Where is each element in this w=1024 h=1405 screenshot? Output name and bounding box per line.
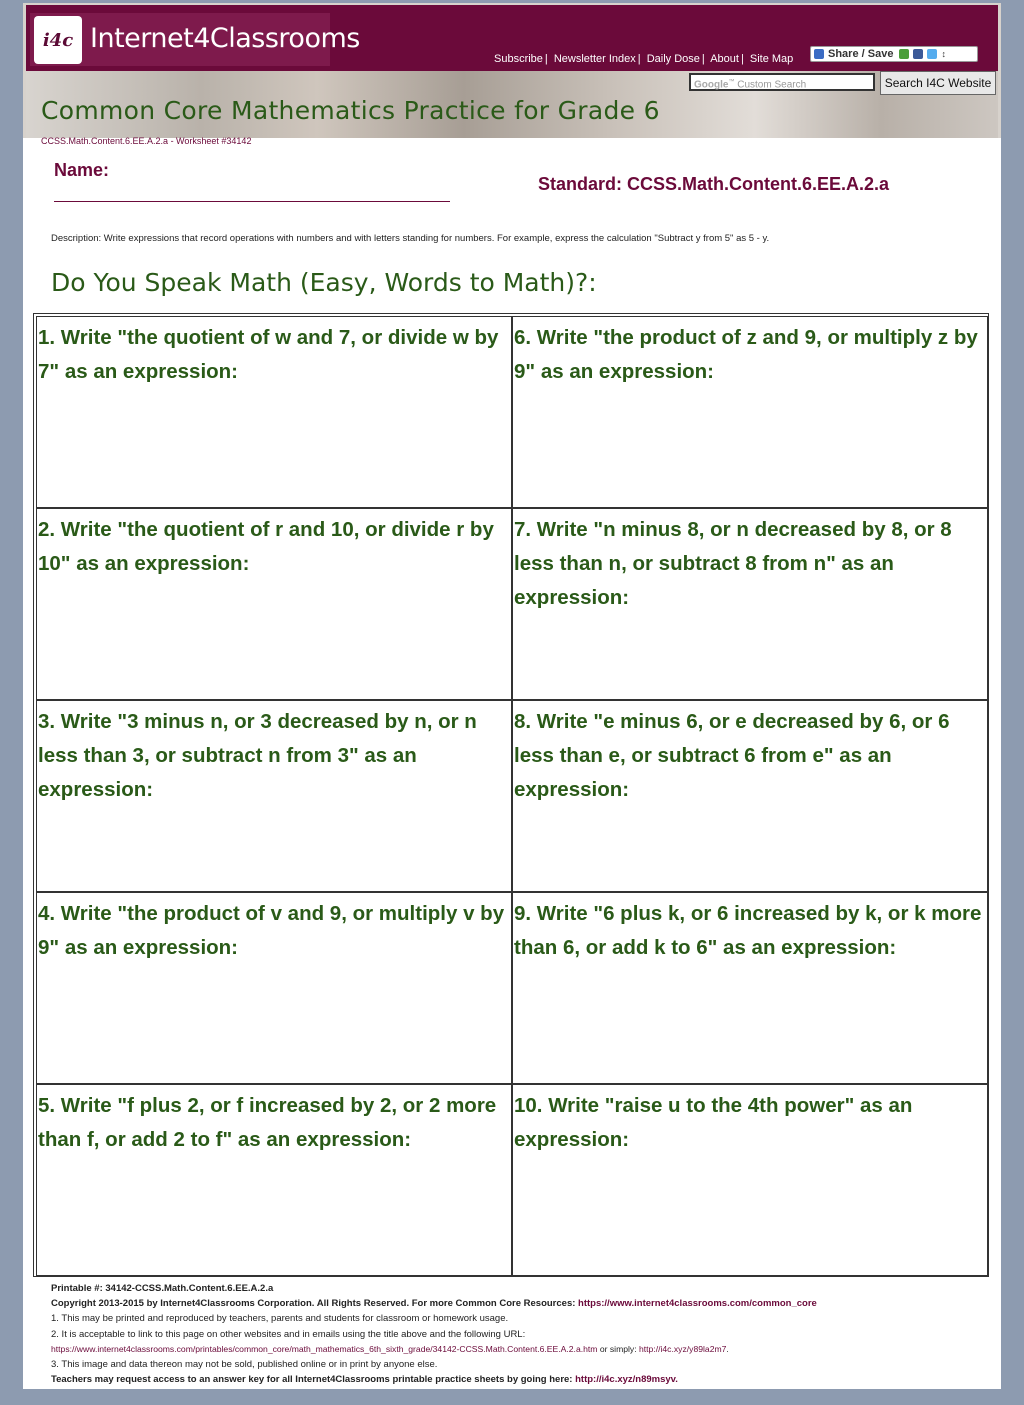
nav-daily-dose[interactable]: Daily Dose <box>646 53 700 65</box>
facebook-icon <box>913 49 923 59</box>
name-line <box>54 201 450 202</box>
question-text: 6. Write "the product of z and 9, or multiply z by 9" as an expression: <box>514 326 978 383</box>
chevron-updown-icon: ↕ <box>941 49 946 59</box>
question-text: 5. Write "f plus 2, or f increased by 2, or 2 more than f, or add 2 to f" as an expression: <box>38 1094 497 1151</box>
share-plus-icon <box>814 49 824 59</box>
nav-newsletter-index[interactable]: Newsletter Index <box>553 53 636 65</box>
search-button[interactable]: Search I4C Website <box>880 71 996 95</box>
logo-text: Internet4Classrooms <box>90 23 360 54</box>
search-input[interactable]: Google™ Custom Search <box>689 73 875 91</box>
top-nav: Subscribe | Newsletter Index | Daily Dose | About | Site Map <box>494 53 794 65</box>
description: Description: Write expressions that record operations with numbers and with letters standing for numbers. For example, express the calculation "Subtract y from 5" as 5 - y. <box>51 233 770 244</box>
question-text: 4. Write "the product of v and 9, or multiply v by 9" as an expression: <box>38 902 505 959</box>
page-title: Common Core Mathematics Practice for Grade 6 <box>41 96 660 125</box>
question-cell <box>36 700 512 892</box>
question-grid <box>33 313 989 1277</box>
question-cell <box>512 508 988 700</box>
site-header <box>23 3 1001 138</box>
question-text: 2. Write "the quotient of r and 10, or divide r by 10" as an expression: <box>38 518 494 575</box>
printable-number: Printable #: 34142-CCSS.Math.Content.6.EE.A.2.a <box>51 1283 274 1294</box>
printable-url-link[interactable]: https://www.internet4classrooms.com/printables/common_core/math_mathematics_6th_sixth_grade/34142-CCSS.Math.Content.6.EE.A.2.a.htm <box>51 1343 598 1354</box>
common-core-link[interactable]: https://www.internet4classrooms.com/common_core <box>578 1298 817 1310</box>
nav-about[interactable]: About <box>710 53 739 65</box>
logo[interactable] <box>30 13 360 66</box>
note-2-links: https://www.internet4classrooms.com/printables/common_core/math_mathematics_6th_sixth_grade/34142-CCSS.Math.Content.6.EE.A.2.a.htm or simply: http://i4c.xyz/y89la2m7. <box>51 1343 729 1354</box>
answer-key-link[interactable]: http://i4c.xyz/n89msyv. <box>575 1374 678 1386</box>
nav-subscribe[interactable]: Subscribe <box>494 53 543 65</box>
question-cell <box>36 508 512 700</box>
standard-label: Standard: CCSS.Math.Content.6.EE.A.2.a <box>538 174 890 194</box>
bookmark-icon <box>899 49 909 59</box>
worksheet-id: CCSS.Math.Content.6.EE.A.2.a - Worksheet #34142 <box>41 136 252 146</box>
question-cell <box>512 700 988 892</box>
question-cell <box>512 316 988 508</box>
logo-icon: i4c <box>34 16 82 64</box>
top-bar <box>26 5 998 71</box>
note-3: 3. This image and data thereon may not be sold, published online or in print by anyone else. <box>51 1359 438 1371</box>
section-title: Do You Speak Math (Easy, Words to Math)?: <box>51 268 597 297</box>
question-cell <box>36 892 512 1084</box>
question-cell <box>512 1084 988 1276</box>
short-url-link[interactable]: http://i4c.xyz/y89la2m7 <box>639 1343 727 1354</box>
note-1: 1. This may be printed and reproduced by teachers, parents and students for classroom or homework usage. <box>51 1313 509 1325</box>
question-text: 8. Write "e minus 6, or e decreased by 6, or 6 less than e, or subtract 6 from e" as an expression: <box>514 710 950 801</box>
question-text: 7. Write "n minus 8, or n decreased by 8, or 8 less than n, or subtract 8 from n" as an expression: <box>514 518 952 609</box>
footer <box>51 1281 817 1387</box>
twitter-icon <box>927 49 937 59</box>
copyright: Copyright 2013-2015 by Internet4Classrooms Corporation. All Rights Reserved. For more Common Core Resources: https://www.internet4classrooms.com/common_core <box>51 1298 817 1310</box>
page <box>23 3 1001 1389</box>
answer-key-note: Teachers may request access to an answer key for all Internet4Classrooms printable practice sheets by going here: http://i4c.xyz/n89msyv. <box>51 1374 678 1386</box>
note-2: 2. It is acceptable to link to this page on other websites and in emails using the title above and the following URL: <box>51 1328 526 1340</box>
question-cell <box>512 892 988 1084</box>
question-text: 9. Write "6 plus k, or 6 increased by k, or k more than 6, or add k to 6" as an expression: <box>514 902 982 959</box>
question-text: 10. Write "raise u to the 4th power" as an expression: <box>514 1094 913 1151</box>
share-save-button[interactable]: Share / Save ↕ <box>810 46 978 62</box>
question-text: 1. Write "the quotient of w and 7, or divide w by 7" as an expression: <box>38 326 499 383</box>
question-cell <box>36 316 512 508</box>
question-cell <box>36 1084 512 1276</box>
nav-site-map[interactable]: Site Map <box>749 53 794 65</box>
name-label: Name: <box>54 160 110 180</box>
question-text: 3. Write "3 minus n, or 3 decreased by n, or n less than 3, or subtract n from 3" as an expression: <box>38 710 477 801</box>
